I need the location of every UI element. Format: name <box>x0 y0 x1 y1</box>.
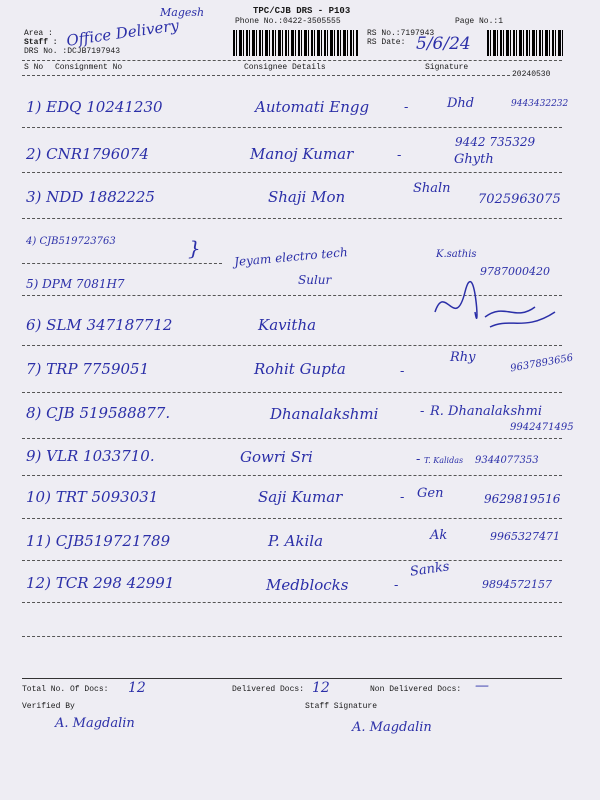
row-mark: - <box>404 100 409 115</box>
consignment-number: 10) TRT 5093031 <box>26 488 159 506</box>
consignment-number: 12) TCR 298 42991 <box>26 574 175 592</box>
phone-number: Phone No.:0422-3505555 <box>235 17 341 26</box>
consignment-number: 6) SLM 347187712 <box>26 316 173 334</box>
receiver-phone: 9443432232 <box>511 99 569 109</box>
report-title: TPC/CJB DRS - P103 <box>253 6 351 16</box>
receiver-phone: 9894572157 <box>482 578 552 591</box>
non-delivered-docs-label: Non Delivered Docs: <box>370 685 462 694</box>
delivered-docs-label: Delivered Docs: <box>232 685 305 694</box>
receiver-phone: 9629819516 <box>484 492 561 506</box>
receiver-signature: Ghyth <box>454 152 494 167</box>
consignment-number: 5) DPM 7081H7 <box>26 277 125 291</box>
receiver-signature: T. Kalidas <box>424 456 464 465</box>
staff-handwritten: Magesh <box>160 6 205 19</box>
receiver-phone: 9442 735329 <box>455 135 536 149</box>
barcode-right <box>487 30 565 56</box>
row-divider <box>22 518 562 519</box>
consignee-name: Rohit Gupta <box>254 360 346 378</box>
receiver-phone: 9787000420 <box>480 265 550 278</box>
col-sno: S No <box>24 63 44 72</box>
non-delivered-docs-value: — <box>475 678 489 694</box>
row-divider <box>22 218 562 219</box>
verified-signature: A. Magdalin <box>55 716 135 731</box>
row-divider <box>22 392 562 393</box>
row-mark: - <box>400 364 405 379</box>
row-mark: - <box>394 578 399 593</box>
receiver-signature: R. Dhanalakshmi <box>430 404 543 419</box>
receiver-phone: 7025963075 <box>478 192 561 207</box>
brace-mark: } <box>188 236 201 260</box>
receiver-signature: Shaln <box>413 181 451 196</box>
col-signature: Signature <box>425 63 469 72</box>
consignment-number: 11) CJB519721789 <box>26 532 171 550</box>
consignee-name: Jeyam electro tech <box>233 245 349 269</box>
verified-by-label: Verified By <box>22 702 75 711</box>
page-number: Page No.:1 <box>455 17 504 26</box>
staff-signature-label: Staff Signature <box>305 702 378 711</box>
consignment-number: 3) NDD 1882225 <box>26 188 155 206</box>
consignment-number: 8) CJB 519588877. <box>26 404 171 422</box>
signature-scribble <box>425 272 565 347</box>
col-consignee: Consignee Details <box>244 63 326 72</box>
consignee-name: Saji Kumar <box>258 488 343 506</box>
row-divider <box>22 263 222 264</box>
consignee-name: Gowri Sri <box>240 448 313 466</box>
row-mark: - <box>400 490 405 505</box>
barcode-left <box>233 30 358 56</box>
receiver-signature: K.sathis <box>436 249 477 260</box>
consignment-number: 1) EDQ 10241230 <box>26 98 163 116</box>
consignee-name: Dhanalakshmi <box>270 405 379 423</box>
row-divider <box>22 475 562 476</box>
row-divider <box>22 438 562 439</box>
consignment-number: 2) CNR1796074 <box>26 145 149 163</box>
consignee-name: Kavitha <box>258 316 317 334</box>
consignee-location: Sulur <box>298 273 332 287</box>
col-consignment: Consignment No <box>55 63 123 72</box>
area-handwritten: Office Delivery <box>65 16 180 50</box>
receiver-signature: Dhd <box>447 96 475 111</box>
consignee-name: Automati Engg <box>255 98 370 116</box>
row-divider <box>22 172 562 173</box>
consignment-number: 7) TRP 7759051 <box>26 360 150 378</box>
receiver-phone: 9637893656 <box>509 352 575 375</box>
staff-signature: A. Magdalin <box>352 720 432 735</box>
row-divider <box>22 560 562 561</box>
receiver-signature: Ak <box>430 528 448 543</box>
total-docs-value: 12 <box>128 680 146 696</box>
row-mark: - <box>420 404 425 419</box>
row-divider <box>22 127 562 128</box>
row-divider <box>22 345 562 346</box>
row-mark: - <box>416 452 421 467</box>
drs-number: DRS No. :DCJB7197943 <box>24 47 121 56</box>
receiver-phone: 9942471495 <box>510 422 574 433</box>
receiver-phone: 9965327471 <box>490 530 560 543</box>
consignee-name: Medblocks <box>266 576 349 594</box>
rs-number: RS No.:7197943 <box>367 29 435 38</box>
column-divider <box>22 75 510 76</box>
receiver-signature: Rhy <box>450 350 476 365</box>
staff-label: Staff : <box>24 38 58 47</box>
rs-date-handwritten: 5/6/24 <box>416 34 471 54</box>
row-divider <box>22 636 562 637</box>
consignee-name: Shaji Mon <box>268 188 346 206</box>
receiver-phone: 9344077353 <box>475 455 539 466</box>
receiver-signature: Gen <box>417 486 444 501</box>
delivered-docs-value: 12 <box>312 680 330 696</box>
area-label: Area : <box>24 29 53 38</box>
row-mark: - <box>397 148 402 163</box>
rs-date-label: RS Date: <box>367 38 406 47</box>
header-divider <box>22 60 562 61</box>
consignee-name: Manoj Kumar <box>250 145 354 163</box>
receiver-signature: Sanks <box>409 559 451 580</box>
consignee-name: P. Akila <box>268 532 324 550</box>
consignment-number: 9) VLR 1033710. <box>26 447 155 465</box>
consignment-number: 4) CJB519723763 <box>26 236 116 247</box>
row-divider <box>22 602 562 603</box>
date-code: 20240530 <box>512 70 551 79</box>
total-docs-label: Total No. Of Docs: <box>22 685 109 694</box>
